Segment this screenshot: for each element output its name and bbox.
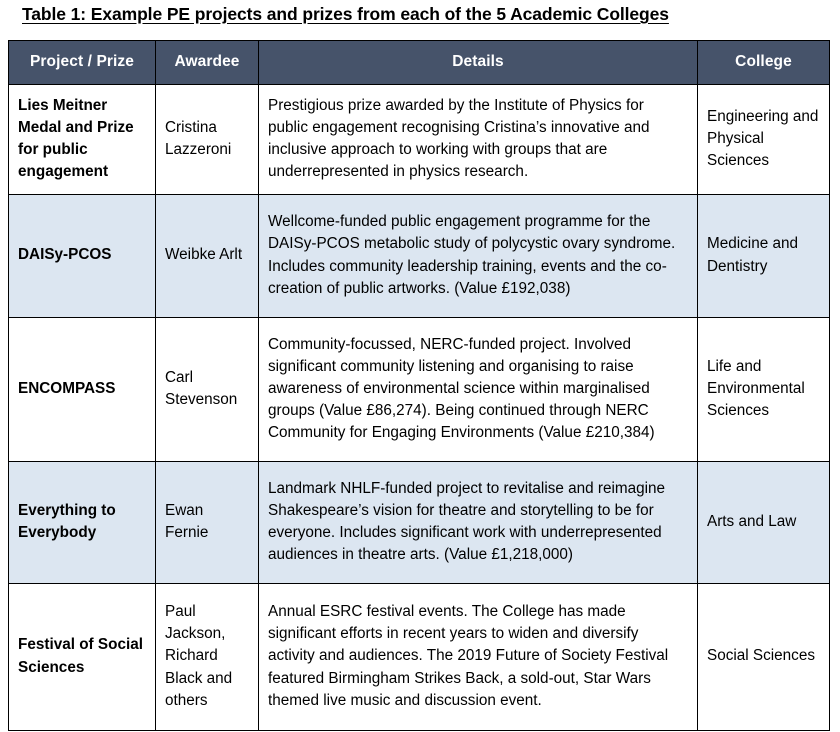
table-row bbox=[9, 318, 830, 462]
column-header-project-prize: Project / Prize bbox=[9, 41, 156, 85]
cell-college: Arts and Law bbox=[698, 462, 830, 584]
table-header bbox=[9, 41, 830, 85]
table-header-row bbox=[9, 41, 830, 85]
cell-awardee: Paul Jackson, Richard Black and others bbox=[156, 584, 259, 731]
table-row bbox=[9, 85, 830, 195]
cell-details: Annual ESRC festival events. The College has made significant efforts in recent years to widen and diversify activity and audiences. The 2019 Future of Society Festival featured Birmingham Strikes Back, a sold-out, Star Wars themed live music and discussion event. bbox=[259, 584, 698, 731]
column-header-details: Details bbox=[259, 41, 698, 85]
cell-project-prize: ENCOMPASS bbox=[9, 318, 156, 462]
cell-awardee: Carl Stevenson bbox=[156, 318, 259, 462]
cell-awardee: Ewan Fernie bbox=[156, 462, 259, 584]
column-header-college: College bbox=[698, 41, 830, 85]
cell-details: Community-focussed, NERC-funded project. Involved significant community listening and organising to raise awareness of environmental science within marginalised groups (Value £86,274). Being continued through NERC Community for Engaging Environments (Value £210,384) bbox=[259, 318, 698, 462]
cell-project-prize: Everything to Everybody bbox=[9, 462, 156, 584]
pe-projects-table bbox=[8, 40, 830, 731]
cell-awardee: Weibke Arlt bbox=[156, 195, 259, 318]
cell-project-prize: Festival of Social Sciences bbox=[9, 584, 156, 731]
cell-college: Life and Environmental Sciences bbox=[698, 318, 830, 462]
table-container bbox=[8, 40, 829, 731]
cell-college: Engineering and Physical Sciences bbox=[698, 85, 830, 195]
table-body bbox=[9, 85, 830, 731]
cell-details: Prestigious prize awarded by the Institute of Physics for public engagement recognising Cristina’s innovative and inclusive approach to working with groups that are underrepresented in physics research. bbox=[259, 85, 698, 195]
cell-details: Wellcome-funded public engagement programme for the DAISy-PCOS metabolic study of polycystic ovary syndrome. Includes community leadership training, events and the co-creation of public artworks. (Value £192,038) bbox=[259, 195, 698, 318]
cell-details: Landmark NHLF-funded project to revitalise and reimagine Shakespeare’s vision for theatre and storytelling to be for everyone. Includes significant work with underrepresented audiences in theatre arts. (Value £1,218,000) bbox=[259, 462, 698, 584]
cell-college: Social Sciences bbox=[698, 584, 830, 731]
table-row bbox=[9, 462, 830, 584]
table-row bbox=[9, 584, 830, 731]
cell-college: Medicine and Dentistry bbox=[698, 195, 830, 318]
column-header-awardee: Awardee bbox=[156, 41, 259, 85]
cell-project-prize: DAISy-PCOS bbox=[9, 195, 156, 318]
cell-awardee: Cristina Lazzeroni bbox=[156, 85, 259, 195]
cell-project-prize: Lies Meitner Medal and Prize for public engagement bbox=[9, 85, 156, 195]
table-caption: Table 1: Example PE projects and prizes from each of the 5 Academic Colleges bbox=[22, 4, 669, 24]
table-row bbox=[9, 195, 830, 318]
